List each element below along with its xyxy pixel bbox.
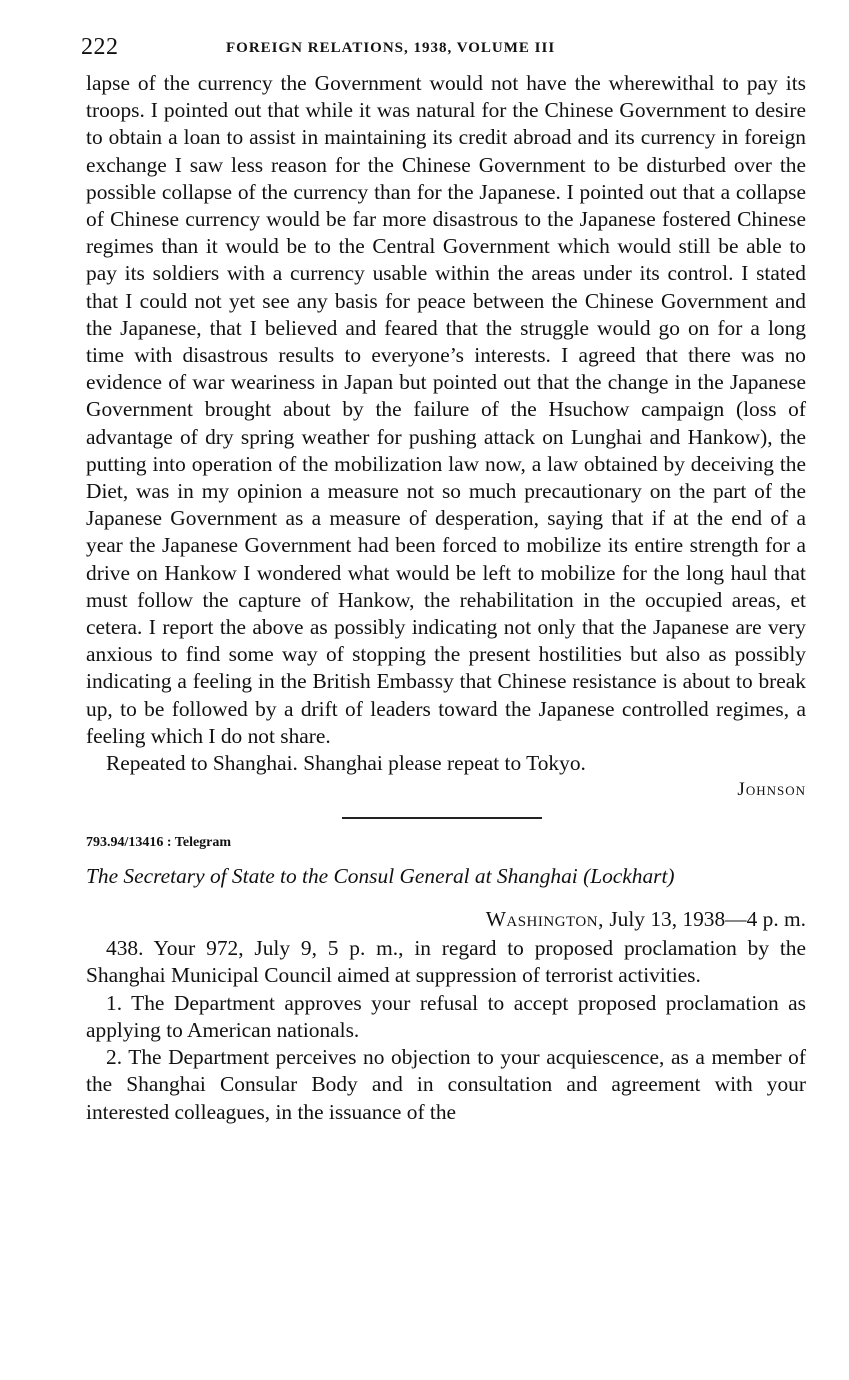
page-number: 222 bbox=[81, 34, 119, 60]
continued-paragraph: lapse of the currency the Government would not have the wherewithal to pay its troops. I pointed out that while it was natural for the Chinese Government to desire to obtain a loan to assist in maintaining its credit abroad and its currency in foreign exchange I saw less reason for the Chinese Government to be disturbed over the possible collapse of the currency than for the Japanese. I pointed out that a collapse of Chinese currency would be far more disastrous to the Japanese fostered Chinese regimes than it would be to the Central Government which would still be able to pay its soldiers with a currency usable within the areas under its control. I stated that I could not yet see any basis for peace between the Chinese Government and the Japanese, that I believed and feared that the struggle would go on for a long time with disastrous results to everyone’s interests. I agreed that there was no evidence of war weariness in Japan but pointed out that the change in the Japanese Government brought about by the failure of the Hsuchow campaign (loss of advantage of dry spring weather for pushing attack on Lunghai and Hankow), the putting into operation of the mobilization law now, a law obtained by deceiving the Diet, was in my opinion a measure not so much precautionary on the part of the Japanese Government as a measure of desperation, saying that if at the end of a year the Japanese Government had been forced to mobilize its entire strength for a drive on Hankow I wondered what would be left to mobilize for the long haul that must follow the capture of Hankow, the rehabilitation in the occupied areas, et cetera. I report the above as possibly indicating not only that the Japanese are very anxious to find some way of stopping the present hostilities but also as possibly indicating a feeling in the British Embassy that Chinese resistance is about to break up, to be followed by a drift of leaders toward the Japanese controlled regimes, a feeling which I do not share. bbox=[86, 71, 806, 748]
repeated-note: Repeated to Shanghai. Shanghai please repeat to Tokyo. bbox=[106, 751, 586, 776]
signature: Johnson bbox=[737, 779, 806, 801]
file-reference: 793.94/13416 : Telegram bbox=[86, 835, 232, 851]
dateline-date: July 13, 1938—4 p. m. bbox=[609, 907, 806, 932]
dateline-place: Washington, bbox=[485, 907, 604, 932]
page-header bbox=[81, 30, 806, 70]
running-head: FOREIGN RELATIONS, 1938, VOLUME III bbox=[226, 40, 556, 56]
telegram-paragraph: 438. Your 972, July 9, 5 p. m., in regard to proposed proclamation by the Shanghai Municipal Council aimed at suppression of terrorist activities. bbox=[86, 936, 806, 988]
telegram-paragraph: 1. The Department approves your refusal to accept proposed proclamation as applying to American nationals. bbox=[86, 990, 806, 1042]
document-page bbox=[81, 30, 806, 1126]
telegram-paragraph: 2. The Department perceives no objection to your acquiescence, as a member of the Shanghai Consular Body and in consultation and agreement with your interested colleagues, in the issuance of the bbox=[86, 1045, 806, 1124]
dateline bbox=[86, 905, 806, 933]
section-divider bbox=[342, 817, 542, 819]
document-title: The Secretary of State to the Consul General at Shanghai (Lockhart) bbox=[86, 864, 675, 889]
document-body bbox=[86, 70, 806, 803]
telegram-body bbox=[86, 935, 806, 1125]
